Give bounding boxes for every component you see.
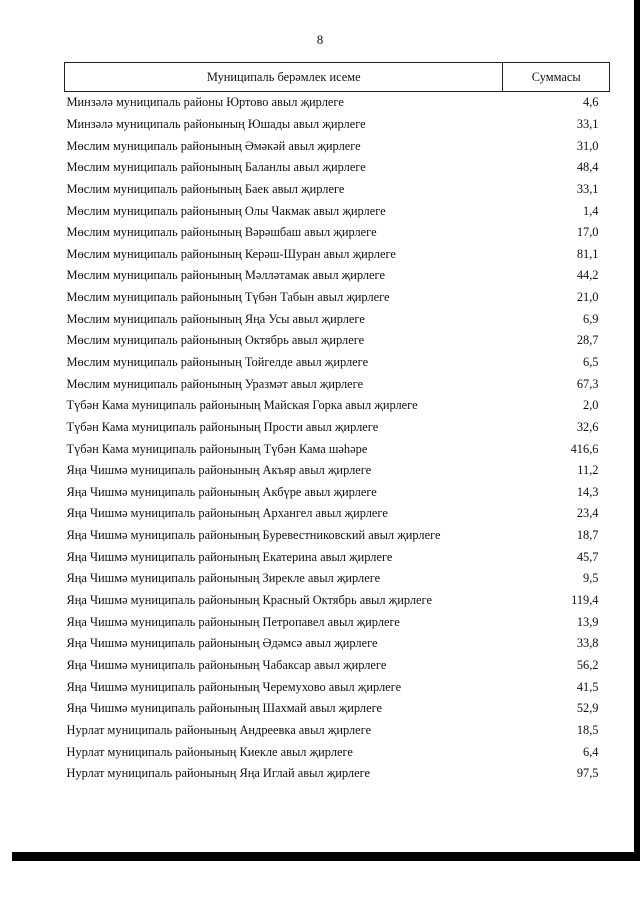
sum-value: 52,9 (576, 701, 599, 716)
municipality-name: Мөслим муниципаль районының Баланлы авыл җирлеге (66, 160, 366, 175)
page-number: 8 (316, 32, 324, 47)
municipality-name: Түбән Кама муниципаль районының Прости авыл җирлеге (66, 419, 379, 434)
municipality-name: Мөслим муниципаль районының Керәш-Шуран авыл җирлеге (66, 246, 396, 261)
municipality-name: Яңа Чишмә муниципаль районының Екатерина авыл җирлеге (66, 549, 393, 564)
sum-value: 6,9 (583, 311, 599, 326)
sum-value: 18,5 (576, 722, 599, 737)
table-row (65, 352, 610, 374)
table-header-row (65, 63, 610, 92)
municipality-name: Мөслим муниципаль районының Яңа Усы авыл җирлеге (66, 311, 365, 326)
municipality-name: Минзәлә муниципаль районы Юртово авыл җирлеге (66, 95, 344, 110)
municipality-name: Мөслим муниципаль районының Мәлләтамак авыл җирлеге (66, 268, 385, 283)
table-row (65, 114, 610, 136)
table-row (65, 135, 610, 157)
sum-value: 6,5 (583, 355, 599, 369)
sum-value: 416,6 (570, 441, 599, 456)
municipality-name: Яңа Чишмә муниципаль районының Шахмай авыл җирлеге (66, 701, 383, 716)
sum-value: 119,4 (571, 593, 599, 608)
municipality-name: Мөслим муниципаль районының Әмәкәй авыл җирлеге (66, 138, 361, 153)
municipality-name: Яңа Чишмә муниципаль районының Красный Октябрь авыл җирлеге (66, 593, 432, 608)
municipality-name: Түбән Кама муниципаль районының Түбән Кама шәһәре (66, 441, 368, 456)
sum-value: 97,5 (576, 766, 599, 781)
municipality-name: Нурлат муниципаль районының Андреевка авыл җирлеге (66, 722, 372, 737)
table-row (65, 438, 610, 460)
sum-value: 33,1 (576, 181, 599, 196)
sum-value: 48,4 (576, 160, 599, 175)
table-row (65, 503, 610, 525)
sum-value: 6,4 (583, 744, 599, 759)
scan-right-edge (634, 0, 640, 858)
table-row (65, 763, 610, 785)
table-row (65, 308, 610, 330)
table-row (65, 157, 610, 179)
municipality-name: Яңа Чишмә муниципаль районының Петропавел авыл җирлеге (66, 614, 400, 629)
sum-value: 4,6 (583, 95, 599, 110)
municipality-name: Нурлат муниципаль районының Яңа Иглай авыл җирлеге (66, 766, 371, 781)
scan-bottom-bar (12, 852, 640, 861)
sum-value: 14,3 (576, 484, 599, 499)
table-row (65, 330, 610, 352)
sum-value: 45,7 (576, 549, 599, 564)
table-row (65, 179, 610, 201)
column-header-sum: Суммасы (503, 63, 610, 92)
allocation-table (64, 62, 610, 785)
municipality-name: Нурлат муниципаль районының Киекле авыл җирлеге (66, 744, 353, 759)
municipality-name: Мөслим муниципаль районының Октябрь авыл җирлеге (66, 333, 365, 348)
sum-value: 41,5 (576, 679, 599, 694)
sum-value: 13,9 (576, 614, 599, 629)
table-row (65, 417, 610, 439)
municipality-name: Яңа Чишмә муниципаль районының Зирекле авыл җирлеге (66, 571, 381, 586)
table-row (65, 590, 610, 612)
municipality-name: Мөслим муниципаль районының Олы Чакмак авыл җирлеге (66, 203, 386, 218)
sum-value: 56,2 (576, 657, 599, 672)
sum-value: 33,8 (576, 636, 599, 651)
sum-value: 21,0 (576, 290, 599, 305)
municipality-name: Мөслим муниципаль районының Вәрәшбаш авыл җирлеге (66, 225, 377, 240)
table-row (65, 92, 610, 114)
table-row (65, 741, 610, 763)
sum-value: 18,7 (576, 528, 599, 543)
table-row (65, 222, 610, 244)
municipality-name: Мөслим муниципаль районының Түбән Табын авыл җирлеге (66, 290, 390, 305)
table-row (65, 395, 610, 417)
municipality-name: Минзәлә муниципаль районының Юшады авыл җирлеге (66, 116, 366, 131)
sum-value: 1,4 (583, 203, 599, 218)
municipality-name: Мөслим муниципаль районының Тойгелде авыл җирлеге (66, 355, 369, 369)
table-row (65, 287, 610, 309)
municipality-name: Яңа Чишмә муниципаль районының Акъяр авыл җирлеге (66, 463, 372, 478)
sum-value: 31,0 (576, 138, 599, 153)
municipality-name: Яңа Чишмә муниципаль районының Архангел авыл җирлеге (66, 506, 388, 521)
table-row (65, 265, 610, 287)
municipality-name: Мөслим муниципаль районының Уразмәт авыл җирлеге (66, 376, 364, 391)
municipality-name: Мөслим муниципаль районының Баек авыл җирлеге (66, 181, 345, 196)
table-row (65, 633, 610, 655)
municipality-name: Яңа Чишмә муниципаль районының Әдәмсә авыл җирлеге (66, 636, 378, 651)
sum-value: 32,6 (576, 419, 599, 434)
table-row (65, 373, 610, 395)
municipality-name: Түбән Кама муниципаль районының Майская Горка авыл җирлеге (66, 398, 418, 413)
sum-value: 23,4 (576, 506, 599, 521)
table-body (65, 92, 610, 785)
sum-value: 81,1 (576, 246, 599, 261)
table-row (65, 482, 610, 504)
sum-value: 9,5 (583, 571, 599, 586)
table-row (65, 698, 610, 720)
table-row (65, 525, 610, 547)
sum-value: 33,1 (576, 116, 599, 131)
municipality-name: Яңа Чишмә муниципаль районының Акбүре авыл җирлеге (66, 484, 377, 499)
column-header-municipality: Муниципаль берәмлек исеме (65, 63, 503, 92)
table-row (65, 611, 610, 633)
table-row (65, 655, 610, 677)
table-row (65, 460, 610, 482)
table-row (65, 243, 610, 265)
sum-value: 17,0 (576, 225, 599, 240)
table-row (65, 546, 610, 568)
sum-value: 44,2 (576, 268, 599, 283)
municipality-name: Яңа Чишмә муниципаль районының Буревестниковский авыл җирлеге (66, 528, 441, 543)
table-row (65, 568, 610, 590)
sum-value: 2,0 (583, 398, 599, 413)
sum-value: 11,2 (577, 463, 599, 478)
table-row (65, 720, 610, 742)
municipality-name: Яңа Чишмә муниципаль районының Черемухово авыл җирлеге (66, 679, 402, 694)
table-row (65, 200, 610, 222)
sum-value: 28,7 (576, 333, 599, 348)
sum-value: 67,3 (576, 376, 599, 391)
municipality-name: Яңа Чишмә муниципаль районының Чабаксар авыл җирлеге (66, 657, 387, 672)
table-row (65, 676, 610, 698)
